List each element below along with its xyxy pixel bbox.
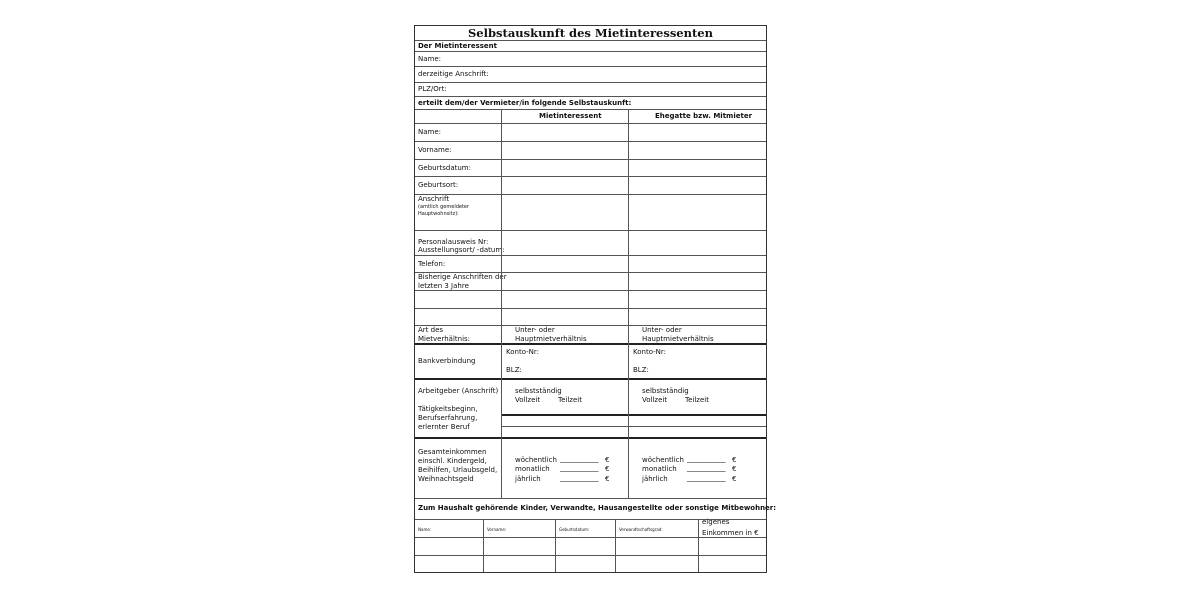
previous-addresses-label-1: Bisherige Anschriften der — [418, 273, 507, 281]
spouse-account-label: Konto-Nr: — [633, 348, 666, 356]
current-address-label: derzeitige Anschrift: — [418, 70, 489, 78]
spouse-full-time-option[interactable]: Vollzeit — [642, 396, 668, 404]
registered-address-note-2: Hauptwohnsitz): — [418, 211, 459, 217]
household-birthdate-header: Geburtsdatum: — [559, 527, 590, 532]
income-label-3: Beihilfen, Urlaubsgeld, — [418, 466, 498, 474]
self-disclosure-header — [415, 96, 766, 109]
detail-name-label: Name: — [418, 128, 442, 136]
tenant-monthly-label: monatlich — [515, 465, 550, 473]
employer-divider-2 — [502, 426, 766, 427]
income-label-4: Weihnachtsgeld — [418, 475, 474, 483]
spouse-weekly-label: wöchentlich — [642, 456, 684, 464]
income-label-1: Gesamteinkommen — [418, 448, 487, 456]
household-name-header: Name: — [418, 527, 432, 532]
household-column-header-row — [415, 519, 766, 537]
tenancy-type-row[interactable] — [415, 325, 766, 343]
spouse-yearly-blank[interactable]: ___________ — [687, 474, 726, 482]
form-title: Selbstauskunft des Mietinteressenten — [468, 26, 713, 40]
tenant-self-employed-option[interactable]: selbstständig — [515, 387, 562, 395]
career-label-1: Tätigkeitsbeginn, — [418, 405, 478, 413]
detail-name-row[interactable] — [415, 123, 766, 141]
spouse-monthly-currency: € — [732, 465, 737, 473]
zip-city-label: PLZ/Ort: — [418, 85, 447, 93]
tenant-column-header: Mietinteressent — [539, 112, 602, 120]
tenant-yearly-label: jährlich — [515, 475, 541, 483]
column-divider-label — [501, 109, 502, 498]
tenant-blz-label: BLZ: — [506, 366, 522, 374]
current-address-row[interactable] — [415, 66, 766, 82]
self-disclosure-label: erteilt dem/der Vermieter/in folgende Selbstauskunft: — [418, 99, 632, 107]
birthplace-label: Geburtsort: — [418, 181, 459, 189]
spouse-monthly-blank[interactable]: ___________ — [687, 464, 726, 472]
tenant-weekly-currency: € — [605, 456, 610, 464]
spouse-self-employed-option[interactable]: selbstständig — [642, 387, 689, 395]
phone-label: Telefon: — [418, 260, 446, 268]
household-row-2[interactable] — [415, 555, 766, 572]
household-divider-1 — [483, 519, 484, 572]
column-header-row — [415, 109, 766, 123]
tenant-name-row[interactable] — [415, 51, 766, 66]
employer-divider-1 — [502, 414, 766, 416]
previous-addresses-blank-row-1[interactable] — [415, 290, 766, 308]
tenant-account-label: Konto-Nr: — [506, 348, 539, 356]
tenancy-type-label-2: Mietverhältnis: — [418, 335, 471, 343]
household-firstname-header: Vorname: — [487, 527, 507, 532]
household-income-header-2: Einkommen in € — [702, 529, 759, 537]
registered-address-note-1: (amtlich gemeldeter — [418, 204, 470, 210]
employer-row[interactable] — [415, 378, 766, 437]
previous-addresses-label-2: letzten 3 Jahre — [418, 282, 469, 290]
self-disclosure-form — [414, 25, 777, 573]
tenant-tenancy-option-1: Unter- oder — [515, 326, 555, 334]
tenant-full-time-option[interactable]: Vollzeit — [515, 396, 541, 404]
id-card-row[interactable] — [415, 230, 766, 255]
tenant-monthly-currency: € — [605, 465, 610, 473]
id-card-label: Personalausweis Nr: — [418, 238, 489, 246]
birthdate-row[interactable] — [415, 159, 766, 176]
tenant-yearly-currency: € — [605, 475, 610, 483]
tenant-section-header — [415, 40, 766, 51]
tenant-yearly-blank[interactable]: ___________ — [560, 474, 599, 482]
spouse-yearly-label: jährlich — [642, 475, 668, 483]
tenant-tenancy-option-2: Hauptmietverhältnis — [515, 335, 587, 343]
income-row[interactable] — [415, 437, 766, 498]
household-relation-header: Verwandtschaftsgrad: — [619, 527, 663, 532]
spouse-blz-label: BLZ: — [633, 366, 649, 374]
tenant-monthly-blank[interactable]: ___________ — [560, 464, 599, 472]
registered-address-row[interactable] — [415, 194, 766, 230]
spouse-weekly-currency: € — [732, 456, 737, 464]
registered-address-label: Anschrift — [418, 195, 450, 203]
tenancy-type-label-1: Art des — [418, 326, 444, 334]
household-divider-4 — [698, 519, 699, 572]
tenant-part-time-option[interactable]: Teilzeit — [558, 396, 582, 404]
tenant-weekly-blank[interactable]: ___________ — [560, 455, 599, 463]
spouse-yearly-currency: € — [732, 475, 737, 483]
zip-city-row[interactable] — [415, 82, 766, 96]
spouse-tenancy-option-1: Unter- oder — [642, 326, 682, 334]
household-header-label: Zum Haushalt gehörende Kinder, Verwandte, Hausangestellte oder sonstige Mitbewohner: — [418, 504, 777, 512]
previous-addresses-row[interactable] — [415, 272, 766, 290]
phone-row[interactable] — [415, 255, 766, 272]
spouse-monthly-label: monatlich — [642, 465, 677, 473]
bank-row[interactable] — [415, 343, 766, 378]
spouse-tenancy-option-2: Hauptmietverhältnis — [642, 335, 714, 343]
tenant-weekly-label: wöchentlich — [515, 456, 557, 464]
firstname-label: Vorname: — [418, 146, 452, 154]
firstname-row[interactable] — [415, 141, 766, 159]
household-income-header-1: eigenes — [702, 518, 730, 526]
spouse-weekly-blank[interactable]: ___________ — [687, 455, 726, 463]
spouse-part-time-option[interactable]: Teilzeit — [685, 396, 709, 404]
birthplace-row[interactable] — [415, 176, 766, 194]
income-label-2: einschl. Kindergeld, — [418, 457, 487, 465]
spouse-column-header: Ehegatte bzw. Mitmieter — [655, 112, 753, 120]
household-header-row — [415, 498, 777, 519]
career-label-3: erlernter Beruf — [418, 423, 470, 431]
household-divider-2 — [555, 519, 556, 572]
tenant-section-label: Der Mietinteressent — [418, 42, 497, 50]
birthdate-label: Geburtsdatum: — [418, 164, 471, 172]
bank-label: Bankverbindung — [418, 357, 476, 365]
household-row-1[interactable] — [415, 537, 766, 555]
previous-addresses-blank-row-2[interactable] — [415, 308, 766, 325]
employer-label: Arbeitgeber (Anschrift) — [418, 387, 499, 395]
column-divider-tenant — [628, 109, 629, 498]
name-label: Name: — [418, 55, 442, 63]
household-divider-3 — [615, 519, 616, 572]
id-issue-label: Ausstellungsort/ -datum: — [418, 246, 505, 254]
career-label-2: Berufserfahrung, — [418, 414, 478, 422]
